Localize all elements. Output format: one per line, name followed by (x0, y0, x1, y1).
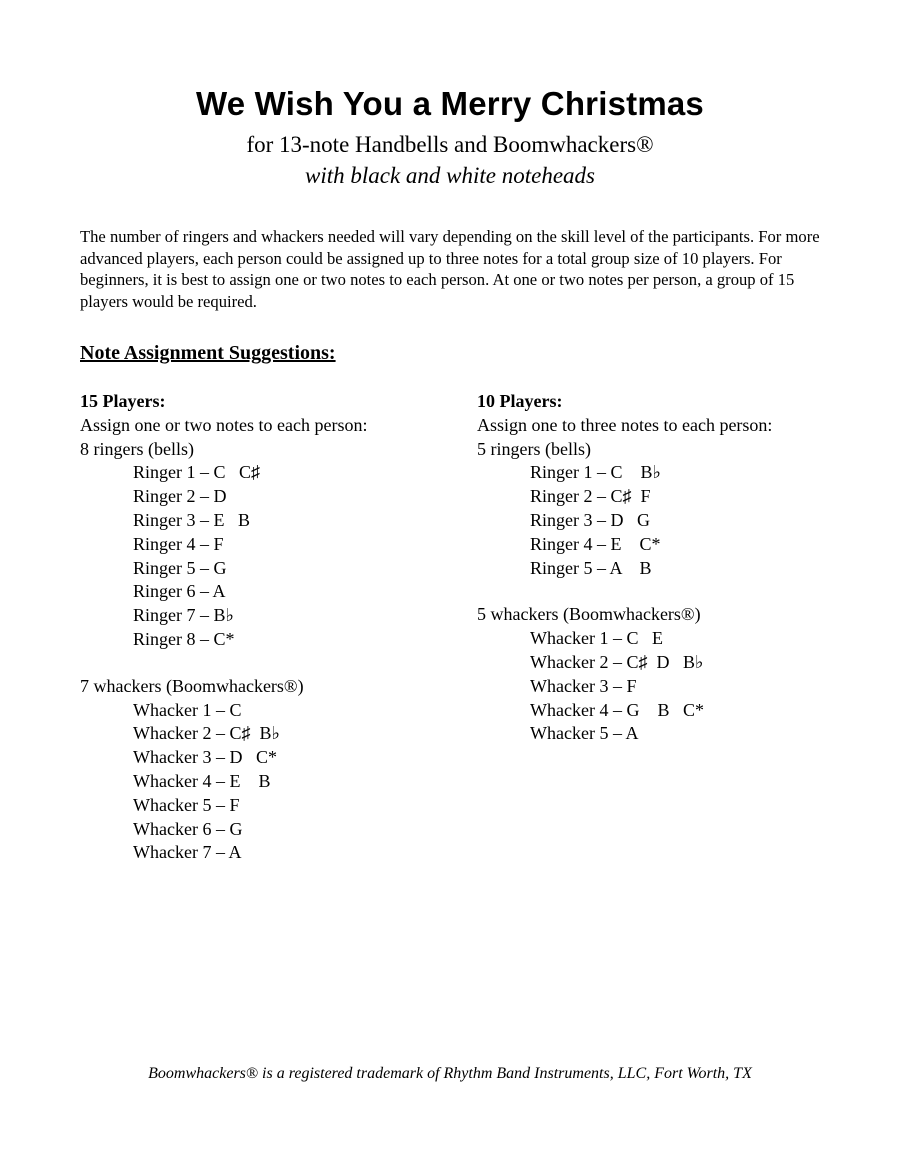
list-item: Ringer 8 – C* (133, 628, 235, 649)
list-item: Ringer 2 – C♯ F (530, 486, 651, 507)
list-item: Ringer 5 – A B (530, 557, 652, 578)
column-instruction: Assign one to three notes to each person: (477, 414, 773, 435)
list-item: Ringer 4 – E C* (530, 533, 661, 554)
list-item: Ringer 7 – B♭ (133, 605, 234, 626)
list-item: Whacker 6 – G (133, 818, 243, 839)
ten-players-column (477, 390, 857, 746)
list-item: Whacker 2 – C♯ D B♭ (530, 651, 704, 672)
page-subtitle: for 13-note Handbells and Boomwhackers® (246, 132, 654, 157)
list-item: Ringer 1 – C C♯ (133, 462, 261, 483)
list-item: Ringer 5 – G (133, 557, 227, 578)
whackers-label: 7 whackers (Boomwhackers®) (80, 675, 304, 696)
ringers-label: 5 ringers (bells) (477, 438, 591, 459)
ringers-label: 8 ringers (bells) (80, 438, 194, 459)
list-item: Whacker 4 – G B C* (530, 699, 704, 720)
trademark-footer: Boomwhackers® is a registered trademark of Rhythm Band Instruments, LLC, Fort Worth, TX (148, 1065, 752, 1082)
spacer (80, 652, 470, 675)
list-item: Whacker 1 – C E (530, 628, 663, 649)
page-title: We Wish You a Merry Christmas (196, 85, 704, 122)
list-item: Ringer 2 – D (133, 486, 227, 507)
list-item: Whacker 5 – A (530, 723, 639, 744)
list-item: Whacker 4 – E B (133, 770, 271, 791)
list-item: Whacker 5 – F (133, 794, 240, 815)
list-item: Whacker 2 – C♯ B♭ (133, 723, 280, 744)
list-item: Whacker 1 – C (133, 699, 242, 720)
spacer (477, 580, 857, 603)
column-heading: 10 Players: (477, 391, 563, 411)
column-heading: 15 Players: (80, 391, 166, 411)
list-item: Whacker 3 – D C* (133, 747, 277, 768)
list-item: Ringer 6 – A (133, 581, 226, 602)
section-heading: Note Assignment Suggestions: (80, 342, 336, 364)
fifteen-players-column (80, 390, 470, 865)
page-subtitle-italic: with black and white noteheads (304, 163, 595, 188)
list-item: Ringer 3 – E B (133, 509, 250, 530)
list-item: Whacker 3 – F (530, 675, 637, 696)
column-instruction: Assign one or two notes to each person: (80, 414, 368, 435)
list-item: Whacker 7 – A (133, 842, 242, 863)
list-item: Ringer 4 – F (133, 533, 224, 554)
whackers-label: 5 whackers (Boomwhackers®) (477, 604, 701, 625)
list-item: Ringer 1 – C B♭ (530, 462, 661, 483)
list-item: Ringer 3 – D G (530, 509, 650, 530)
intro-paragraph: The number of ringers and whackers needed will vary depending on the skill level of the participants. For more advanced players, each person could be assigned up to three notes for a total group size of 10 players. For beginners, it is best to assign one or two notes to each person. At one or two notes per person, a group of 15 players would be required. (80, 227, 820, 311)
